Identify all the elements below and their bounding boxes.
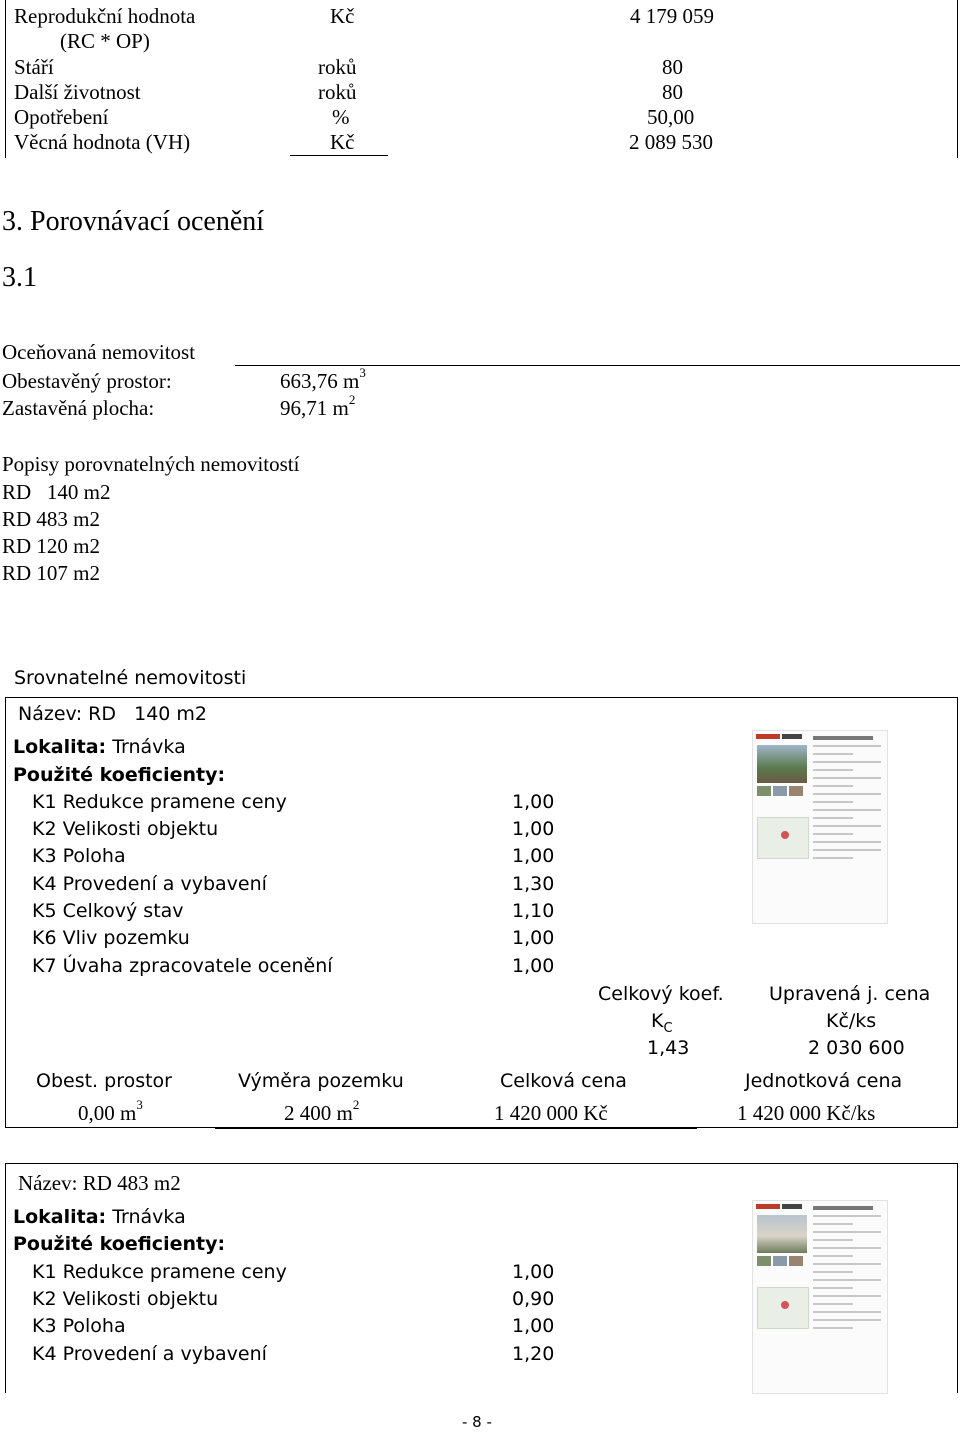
card-coef-label: Použité koeficienty: — [13, 1233, 226, 1255]
card-location: Lokalita: Trnávka — [13, 1206, 186, 1228]
row-label: Opotřebení — [14, 105, 109, 129]
header-built-space: Obest. prostor — [36, 1070, 172, 1092]
coef-label: K2 Velikosti objektu — [32, 1288, 219, 1310]
total-coef-value: 1,43 — [647, 1037, 690, 1059]
row-unit: roků — [318, 80, 357, 104]
row-unit: % — [332, 105, 350, 129]
comparable-desc-item: RD 120 m2 — [2, 534, 101, 558]
row-label: Stáří — [14, 55, 54, 79]
coef-value: 1,00 — [512, 791, 555, 813]
coef-label: K4 Provedení a vybavení — [32, 873, 267, 895]
row-value: 2 089 530 — [629, 130, 713, 154]
kc-label: $K_C$ — [651, 1010, 673, 1036]
section-heading: 3. Porovnávací ocenění — [2, 206, 265, 237]
card-location: Lokalita: Trnávka — [13, 736, 186, 758]
coef-value: 0,90 — [512, 1288, 555, 1310]
row-label: Reprodukční hodnota — [14, 4, 196, 28]
header-unit-price: Jednotková cena — [745, 1070, 903, 1092]
adjusted-price-value: 2 030 600 — [808, 1037, 905, 1059]
header-total-price: Celková cena — [500, 1070, 627, 1092]
built-area-value: 96,71 $m^2$ — [280, 392, 356, 420]
built-area-label: Zastavěná plocha: — [2, 396, 155, 420]
total-price-value: 1 420 000 Kč — [494, 1101, 608, 1125]
coef-label: K2 Velikosti objektu — [32, 818, 219, 840]
card-top-border — [5, 697, 958, 698]
built-space-value: 663,76 $m^3$ — [280, 365, 366, 393]
built-space-label: Obestavěný prostor: — [2, 369, 172, 393]
land-area-value: 2 400 $m^2$ — [284, 1097, 360, 1125]
coef-value: 1,00 — [512, 818, 555, 840]
listing-screenshot-thumbnail — [752, 1200, 888, 1394]
top-table-left-border — [5, 0, 6, 158]
subsection-heading: 3.1 — [2, 262, 37, 293]
coef-value: 1,00 — [512, 1261, 555, 1283]
comparable-desc-item: RD 483 m2 — [2, 507, 101, 531]
coef-label: K6 Vliv pozemku — [32, 927, 190, 949]
comparables-heading: Srovnatelné nemovitosti — [14, 667, 247, 689]
card-top-border — [5, 1163, 958, 1164]
value-underline — [215, 1127, 697, 1129]
card-coef-label: Použité koeficienty: — [13, 764, 226, 786]
row-value: 50,00 — [647, 105, 695, 129]
header-land-area: Výměra pozemku — [238, 1070, 404, 1092]
coef-value: 1,00 — [512, 845, 555, 867]
page-number: - 8 - — [462, 1413, 492, 1431]
coef-label: K5 Celkový stav — [32, 900, 184, 922]
coef-value: 1,30 — [512, 873, 555, 895]
subject-heading: Oceňovaná nemovitost — [2, 340, 196, 364]
comparable-desc-item: RD 107 m2 — [2, 561, 101, 585]
unit-underline — [290, 155, 388, 156]
coef-label: K4 Provedení a vybavení — [32, 1343, 267, 1365]
row-unit: roků — [318, 55, 357, 79]
adjusted-price-unit: Kč/ks — [826, 1010, 877, 1032]
card-left-border — [5, 697, 6, 1128]
coef-value: 1,00 — [512, 1315, 555, 1337]
coef-label: K3 Poloha — [32, 1315, 126, 1337]
card-right-border — [957, 1163, 958, 1393]
unit-price-value: 1 420 000 Kč/ks — [737, 1101, 876, 1125]
comparable-desc-item: RD 140 m2 — [2, 480, 111, 504]
built-space-value: 0,00 $m^3$ — [78, 1097, 143, 1125]
row-unit: Kč — [330, 130, 355, 154]
adjusted-price-label: Upravená j. cena — [769, 983, 931, 1005]
top-table-right-border — [957, 0, 958, 158]
subject-divider — [235, 365, 960, 366]
card-left-border — [5, 1163, 6, 1393]
coef-label: K3 Poloha — [32, 845, 126, 867]
coef-label: K1 Redukce pramene ceny — [32, 1261, 287, 1283]
card-right-border — [957, 697, 958, 1128]
listing-screenshot-thumbnail — [752, 730, 888, 924]
card-name: Název: RD 483 m2 — [18, 1171, 181, 1195]
coef-value: 1,00 — [512, 955, 555, 977]
row-label: Další životnost — [14, 80, 141, 104]
coef-value: 1,10 — [512, 900, 555, 922]
coef-value: 1,20 — [512, 1343, 555, 1365]
coef-label: K7 Úvaha zpracovatele ocenění — [32, 955, 333, 977]
row-unit: Kč — [330, 4, 355, 28]
coef-label: K1 Redukce pramene ceny — [32, 791, 287, 813]
comparables-desc-heading: Popisy porovnatelných nemovitostí — [2, 452, 300, 476]
row-value: 80 — [662, 55, 683, 79]
row-label: Věcná hodnota (VH) — [14, 130, 191, 154]
total-coef-label: Celkový koef. — [598, 983, 724, 1005]
row-label: (RC * OP) — [60, 29, 150, 53]
coef-value: 1,00 — [512, 927, 555, 949]
card-name: Název: RD 140 m2 — [18, 703, 208, 725]
row-value: 4 179 059 — [630, 4, 714, 28]
row-value: 80 — [662, 80, 683, 104]
